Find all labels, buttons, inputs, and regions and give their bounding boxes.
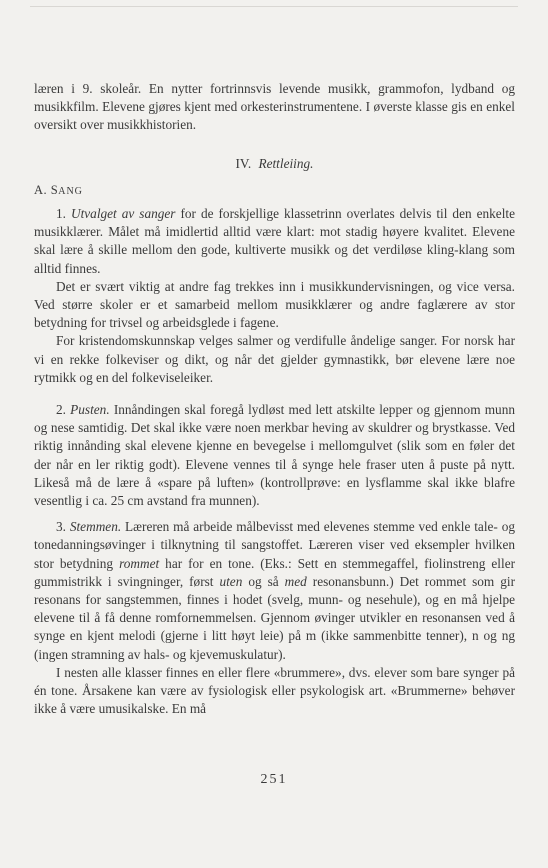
item-3-number: 3.: [56, 519, 66, 535]
item-1-title: Utvalget av sanger: [70, 206, 176, 222]
item-3-text-2: har for en tone. (Eks.: Sett en stemmegaffel, fiolinstreng eller gummistrikk i svingninger, først: [34, 555, 516, 589]
subsection-heading: [34, 181, 515, 201]
item-2-text: Innåndingen skal foregå lydløst med lett atskilte lepper og gjennom munn og nese samtidig. Det skal ikke være noen merkbar heving av skuldrer og brystkasse. Ved riktig innånding skal elevene kjenne en bevegelse i mellomgulvet (slik som en føler det der når en ler riktig godt). Elevene vennes til å synge hele fraser uten å puste på nytt. Likeså må de lære å «spare på luften» (kontrollprøve: en lysflamme skal ikke blafre vesentlig i ca. 25 cm avstand fra munnen).: [34, 402, 515, 509]
subsection-title-rest: ANG: [58, 185, 83, 197]
item-2-paragraph: [34, 401, 515, 510]
section-title: Rettleiing.: [258, 155, 314, 171]
page-edge-line: [30, 6, 518, 7]
item-3-emphasis-3: med: [284, 573, 307, 589]
item-3-paragraph: [34, 518, 515, 664]
item-3-emphasis-2: uten: [219, 573, 243, 589]
page-content: [34, 80, 515, 719]
item-1-paragraph: [34, 205, 515, 278]
item-1-text: for de forskjellige klassetrinn overlates delvis til den enkelte musikklærer. Målet må imidlertid alltid være klart: mot stadig høyere kvalitet. Elevene skal lære å skille mellom den gode, kultiverte musikk og det verdiløse kling-klang som alltid finnes.: [34, 206, 515, 276]
subsection-letter: A.: [34, 182, 48, 197]
item-3-text-1: Læreren må arbeide målbevisst med elevenes stemme ved enkle tale- og tonedanningsøvinger i tilknytning til sangstoffet. Læreren viser ved eksempler hvilken stor betydning: [34, 519, 515, 571]
intro-paragraph: læren i 9. skoleår. En nytter fortrinnsvis levende musikk, grammofon, lydband og musikkfilm. Elevene gjøres kjent med orkesterinstrumentene. I øverste klasse gis en enkel oversikt over musikkhistorien.: [34, 81, 515, 133]
item-3-emphasis-1: rommet: [119, 555, 160, 571]
closing-paragraph: I nesten alle klasser finnes en eller flere «brummere», dvs. elever som bare synger på én tone. Årsakene kan være av fysiologisk eller psykologisk art. «Brummerne» behøver ikke å være umusikalske. En må: [34, 664, 515, 717]
item-1-number: 1.: [56, 206, 66, 222]
subsection-title: [51, 183, 83, 197]
item-1-paragraph-3: For kristendomskunnskap velges salmer og verdifulle åndelige sanger. For norsk har vi en rekke folkeviser og dikt, og når det gjelder gymnastikk, bør elevene lære noe rytmikk og en del folkeviseleiker.: [34, 333, 515, 385]
subsection-title-initial: S: [50, 182, 59, 197]
section-heading: [34, 155, 515, 173]
item-2-title: Pusten.: [70, 402, 110, 418]
item-1-paragraph-2: Det er svært viktig at andre fag trekkes inn i musikkundervisningen, og vice versa. Ved større skoler er et samarbeid mellom musikklærer og andre faglærere av stor betydning for trivsel og arbeidsglede i fagene.: [34, 278, 515, 331]
item-2-number: 2.: [56, 402, 66, 418]
page-number: 251: [260, 772, 288, 787]
item-3-title: Stemmen.: [69, 519, 122, 535]
item-3-text-3: og så: [248, 573, 279, 589]
item-3-text-4: resonansbunn.) Det rommet som gir resonans for sangstemmen, finnes i hodet (svelg, munn- og nesehule), og en må hjelpe elevene til å få denne romfornemmelsen. Gjennom øvinger utvikler en resonansen ved å synge en kjent melodi (gjerne i litt høyt leie) på m (ikke sammenbitte tenner), n og ng (ingen stramning av hals- og kjevemuskulatur).: [34, 573, 515, 662]
section-number: IV.: [235, 155, 252, 171]
